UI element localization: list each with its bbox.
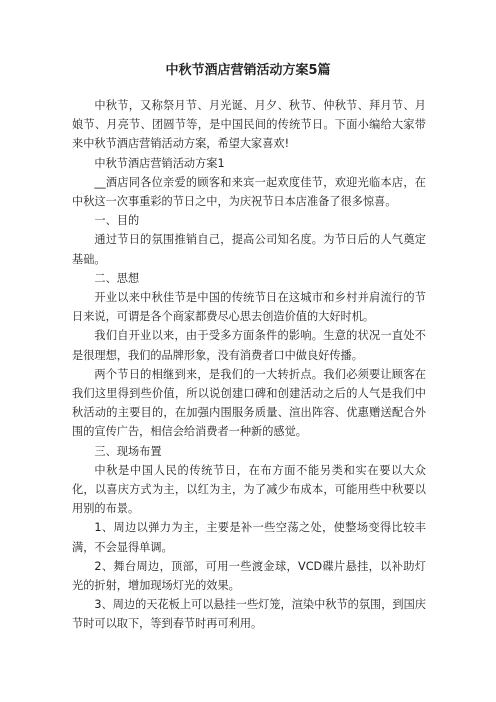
heading-purpose: 一、目的 (94, 214, 140, 228)
section-heading-plan-1: 中秋节酒店营销活动方案1 (94, 156, 225, 170)
document-title: 中秋节酒店营销活动方案5篇 (165, 63, 331, 78)
purpose-paragraph: 通过节日的氛围推销自己，提高公司知名度。为节日后的人气奠定基础。 (72, 233, 426, 266)
welcome-paragraph: __酒店同各位亲爱的顾客和来宾一起欢度佳节，欢迎光临本店，在中秋这一次事重彩的节日之中，为庆祝节日本店准备了很多惊喜。 (72, 175, 426, 209)
intro-paragraph: 中秋节，又称祭月节、月光诞、月夕、秋节、仲秋节、拜月节、月娘节、月亮节、团圆节等，是中国民间的传统节日。下面小编给大家带来中秋节酒店营销活动方案，希望大家喜欢! (72, 99, 426, 151)
layout-item-3: 3、周边的天花板上可以悬挂一些灯笼，渲染中秋节的氛围，到国庆节时可以取下，等到春节时再可利用。 (72, 598, 426, 631)
thinking-paragraph-1: 开业以来中秋佳节是中国的传统节日在这城市和乡村并肩流行的节日来说，可谓是各个商家都费尽心思去创造价值的大好时机。 (72, 291, 426, 324)
layout-paragraph: 中秋是中国人民的传统节日，在布方面不能另类和实在要以大众化，以喜庆方式为主，以红为主，为了减少布成本，可能用些中秋要以用别的布景。 (72, 463, 426, 516)
layout-item-2: 2、舞台周边，顶部，可用一些渡金球，VCD碟片悬挂，以补助灯光的折射，增加现场灯光的效果。 (72, 559, 426, 593)
heading-site-layout: 三、现场布置 (94, 444, 162, 458)
thinking-paragraph-2: 我们自开业以来，由于受多方面条件的影响。生意的状况一直处不是很理想，我们的品牌形象，没有消费者口中做良好传播。 (72, 329, 426, 362)
document-body (72, 96, 426, 634)
thinking-paragraph-3: 两个节日的相继到来，是我们的一大转折点。我们必须要让顾客在我们这里得到些价值，所以说创建口碑和创建活动之后的人气是我们中秋活动的主要目的，在加强内围服务质量、渲出阵容、优惠赠送配合外围的宣传广告，相信会给消费者一种新的感觉。 (72, 367, 426, 439)
heading-thinking: 二、思想 (94, 271, 140, 285)
layout-item-1: 1、周边以弹力为主，主要是补一些空荡之处，使整场变得比较丰满，不会显得单调。 (72, 521, 426, 554)
